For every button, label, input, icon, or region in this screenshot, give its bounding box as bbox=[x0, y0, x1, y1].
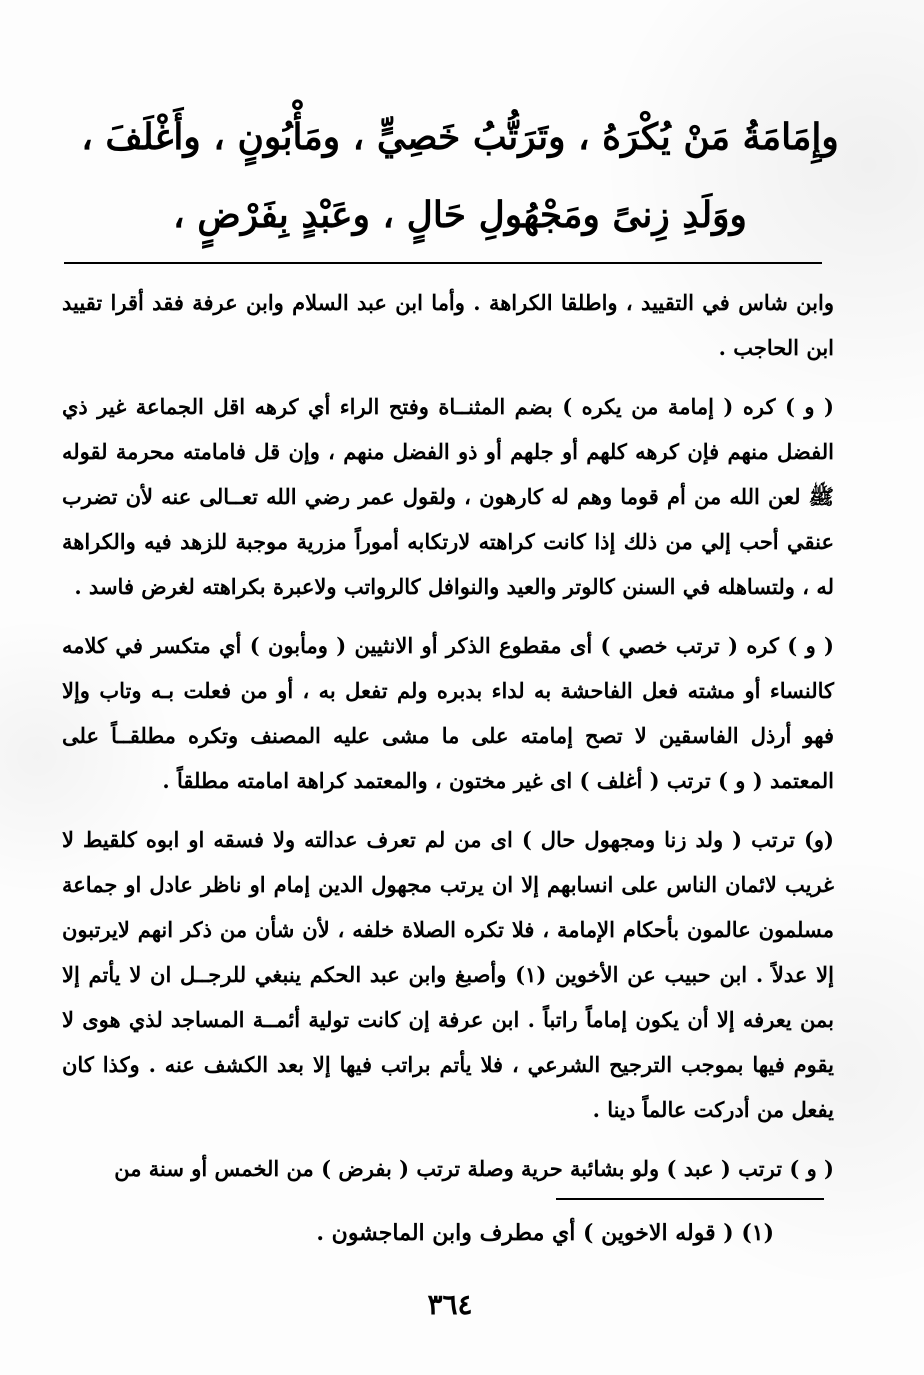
matn-separator-rule bbox=[64, 262, 822, 264]
commentary-paragraph-4: (و) ترتب ( ولد زنا ومجهول حال ) اى من لم تعرف عدالته ولا فسقه او ابوه كلقيط لا غريب لائمان الناس على انسابهم إلا ان يرتب مجهول الدين إمام او ناظر عادل او جماعة مسلمون عالمون بأحكام الإمامة ، فلا تكره الصلاة خلفه ، لأن شأن من ذكر انهم لايرتبون إلا عدلاً . ابن حبيب عن الأخوين (١) وأصبغ وابن عبد الحكم ينبغي للرجــل ان لا يأتم إلا بمن يعرفه إلا أن يكون إماماً راتباً . ابن عرفة إن كانت تولية أئمــة المساجد لذي هوى لا يقوم فيها بموجب الترجيح الشرعي ، فلا يأتم براتب فيها إلا بعد الكشف عنه . وكذا كان يفعل من أدركت عالماً دينا . bbox=[62, 827, 834, 1122]
matn-line-1: وإِمَامَةُ مَنْ يُكْرَهُ ، وتَرَتُّبُ خَصِيٍّ ، ومَأْبُونٍ ، وأَغْلَفَ ، bbox=[81, 116, 839, 158]
footnote: (١) ( قوله الاخوين ) أي مطرف وابن الماجشون . bbox=[316, 1220, 774, 1246]
commentary-body bbox=[62, 280, 834, 1191]
commentary-paragraph-2: ( و ) كره ( إمامة من يكره ) بضم المثنــاة وفتح الراء أي كرهه اقل الجماعة غير ذي الفضل منهم فإن كرهه كلهم أو جلهم أو ذو الفضل منهم ، وإن قل فامامته محرمة لقوله ﷺ لعن الله من أم قوما وهم له كارهون ، ولقول عمر رضي الله تعــالى عنه لأن تضرب عنقي أحب إلي من ذلك إذا كانت كراهته لارتكابه أموراً مزرية موجبة للزهد فيه والكراهة له ، ولتساهله في السنن كالوتر والعيد والنوافل كالرواتب ولاعبرة بكراهته لغرض فاسد . bbox=[62, 394, 834, 599]
commentary-paragraph-1: وابن شاس في التقييد ، واطلقا الكراهة . وأما ابن عبد السلام وابن عرفة فقد أقرا تقييد ابن الحاجب . bbox=[62, 290, 834, 360]
matn-line-2: ووَلَدِ زِنىً ومَجْهُولِ حَالٍ ، وعَبْدٍ بِفَرْضٍ ، bbox=[173, 194, 747, 236]
footnote-separator-rule bbox=[556, 1198, 824, 1200]
commentary-paragraph-3: ( و ) كره ( ترتب خصي ) أى مقطوع الذكر أو الانثيين ( ومأبون ) أي متكسر في كلامه كالنساء أو مشته فعل الفاحشة به لداء بدبره ولم تفعل به ، أو من فعلت بـه وتاب وإلا فهو أرذل الفاسقين لا تصح إمامته على ما مشى عليه المصنف وتكره مطلقــاً على المعتمد ( و ) ترتب ( أغلف ) اى غير مختون ، والمعتمد كراهة امامته مطلقاً . bbox=[62, 633, 834, 793]
commentary-paragraph-5: ( و ) ترتب ( عبد ) ولو بشائبة حرية وصلة ترتب ( بفرض ) من الخمس أو سنة من bbox=[114, 1156, 834, 1181]
page-number: ٣٦٤ bbox=[427, 1288, 473, 1321]
